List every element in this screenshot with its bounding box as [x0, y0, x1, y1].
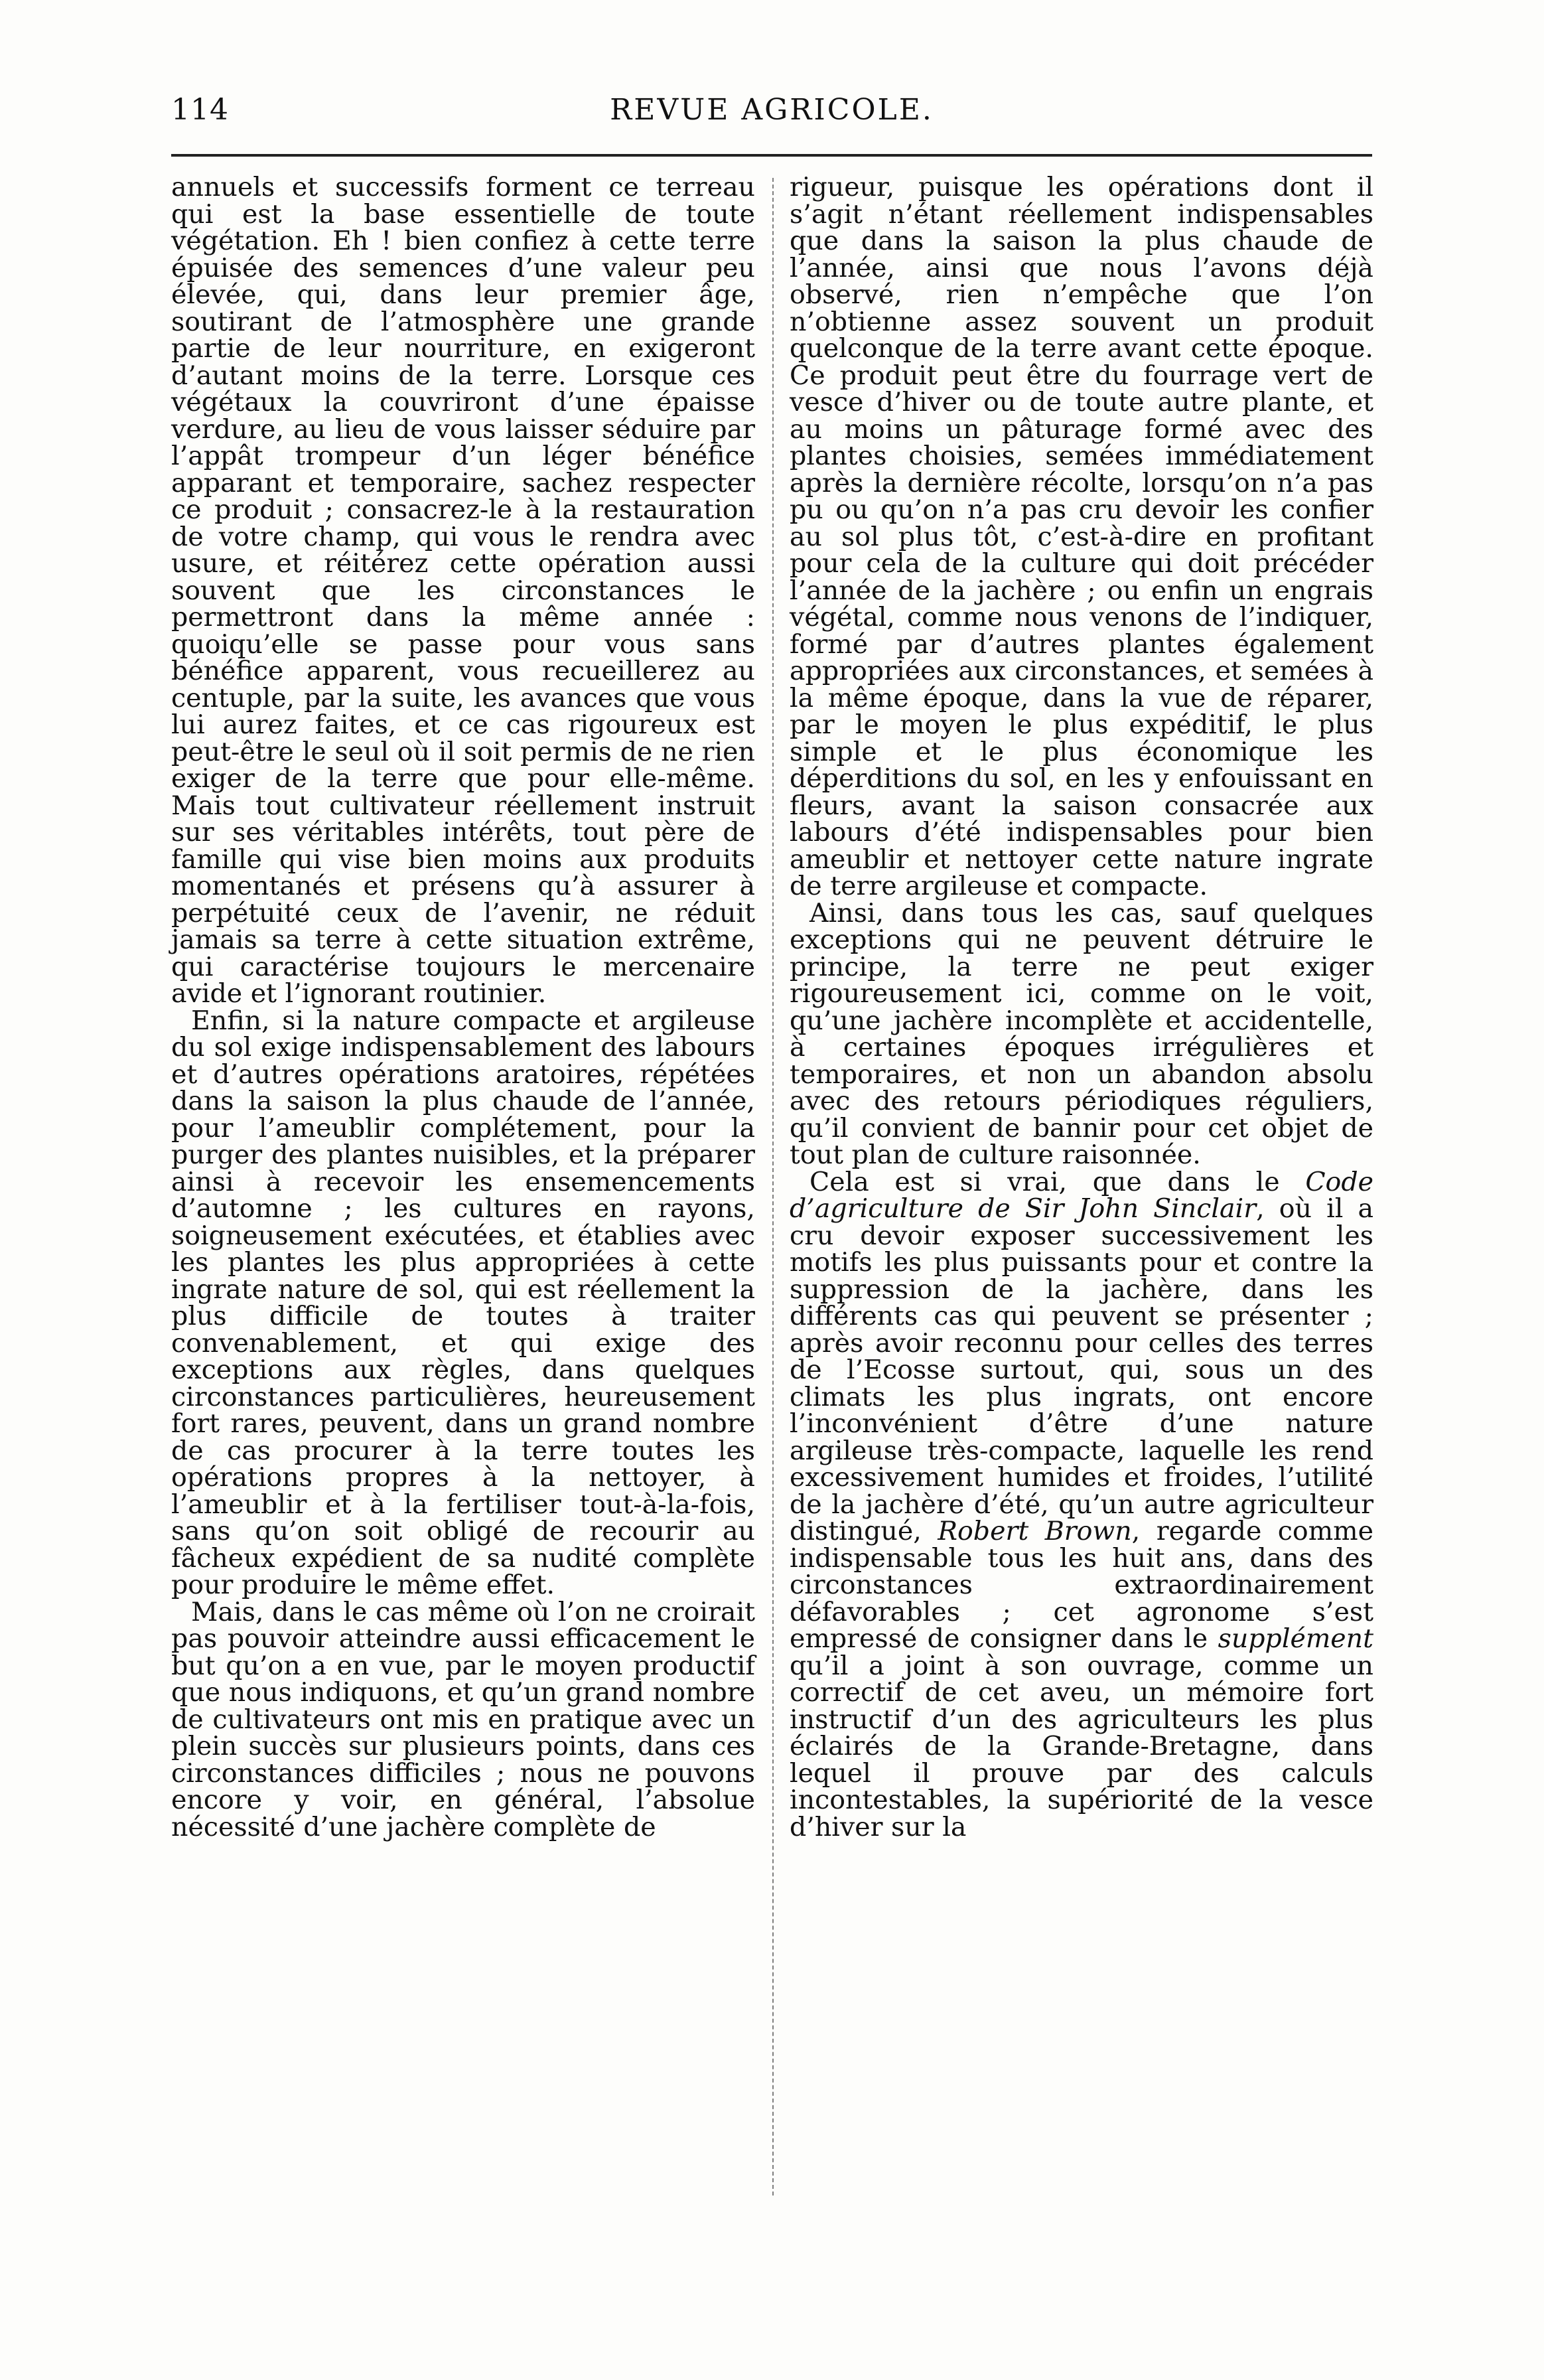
right-paragraph-3: [790, 1166, 1374, 1842]
left-paragraph-3: Mais, dans le cas même où l’on ne croirait pas pouvoir atteindre aussi efficacement le but qu’on a en vue, par le moyen productif que nous indiquons, et qu’un grand nombre de cultivateurs ont mis en pratique avec un plein succès sur plusieurs points, dans ces circonstances difficiles ; nous ne pouvons encore y voir, en général, l’absolue nécessité d’une jachère complète de: [171, 1596, 755, 1842]
right-paragraph-3-text-c: , regarde comme indispensable tous les huit ans, dans des circonstances extraordinairement défavorables ; cet agronome s’est empressé de consigner dans le: [790, 1516, 1374, 1654]
right-paragraph-3-text-b: , où il a cru devoir exposer successivement les motifs les plus puissants pour et contre la suppression de la jachère, dans les différents cas qui peuvent se présenter ; après avoir reconnu pour celles des terres de l’Ecosse surtout, qui, sous un des climats les plus ingrats, ont encore l’inconvénient d’être d’une nature argileuse très-compacte, laquelle les rend excessivement humides et froides, l’utilité de la jachère d’été, qu’un autre agriculteur distingué,: [790, 1193, 1373, 1546]
author-name: Robert Brown: [938, 1516, 1132, 1546]
page-number: 114: [171, 93, 229, 127]
right-paragraph-2: Ainsi, dans tous les cas, sauf quelques exceptions qui ne peuvent détruire le principe, la terre ne peut exiger rigoureusement ici, comme on le voit, qu’une jachère incomplète et accidentelle, à certaines époques irrégulières et temporaires, et non un abandon absolu avec des retours périodiques réguliers, qu’il convient de bannir pour cet objet de tout plan de culture raisonnée.: [790, 897, 1373, 1170]
page-header: [171, 93, 1372, 139]
right-column: [790, 174, 1373, 1840]
column-divider: [772, 178, 774, 2195]
right-paragraph-3-text-d: qu’il a joint à son ouvrage, comme un correctif de cet aveu, un mémoire fort instructif d’un des agriculteurs les plus éclairés de la Grande-Bretagne, dans lequel il prouve par des calculs incontestables, la supériorité de la vesce d’hiver sur la: [790, 1650, 1373, 1842]
left-paragraph-2: Enfin, si la nature compacte et argileuse du sol exige indispensablement des labours et d’autres opérations aratoires, répétées dans la saison la plus chaude de l’année, pour l’ameublir complétement, pour la purger des plantes nuisibles, et la préparer ainsi à recevoir les ensemencements d’automne ; les cultures en rayons, soigneusement exécutées, et établies avec les plantes les plus appropriées à cette ingrate nature de sol, qui est réellement la plus difficile de toutes à traiter convenablement, et qui exige des exceptions aux règles, dans quelques circonstances particulières, heureusement fort rares, peuvent, dans un grand nombre de cas procurer à la terre toutes les opérations propres à la nettoyer, à l’ameublir et à la fertiliser tout-à-la-fois, sans qu’on soit obligé de recourir au fâcheux expédient de sa nudité complète pour produire le même effet.: [171, 1005, 755, 1600]
running-title: REVUE AGRICOLE.: [610, 93, 934, 127]
header-rule: [171, 154, 1372, 157]
right-paragraph-1: rigueur, puisque les opérations dont il s’agit n’étant réellement indispensables que dans la saison la plus chaude de l’année, ainsi que nous l’avons déjà observé, rien n’empêche que l’on n’obtienne assez souvent un produit quelconque de la terre avant cette époque. Ce produit peut être du fourrage vert de vesce d’hiver ou de toute autre plante, et au moins un pâturage formé avec des plantes choisies, semées immédiatement après la dernière récolte, lorsqu’on n’a pas pu ou qu’on n’a pas cru devoir les confier au sol plus tôt, c’est-à-dire en profitant pour cela de la culture qui doit précéder l’année de la jachère ; ou enfin un engrais végétal, comme nous venons de l’indiquer, formé par d’autres plantes également appropriées aux circonstances, et semées à la même époque, dans la vue de réparer, par le moyen le plus expéditif, le plus simple et le plus économique les déperditions du sol, en les y enfouissant en fleurs, avant la saison consacrée aux labours d’été indispensables pour bien ameublir et nettoyer cette nature ingrate de terre argileuse et compacte.: [790, 172, 1373, 901]
supplement-word: supplément: [1218, 1623, 1373, 1654]
right-paragraph-3-text-a: Cela est si vrai, que dans le: [809, 1166, 1306, 1197]
left-paragraph-1: annuels et successifs forment ce terreau qui est la base essentielle de toute végétation. Eh ! bien confiez à cette terre épuisée des semences d’une valeur peu élevée, qui, dans leur premier âge, soutirant de l’atmosphère une grande partie de leur nourriture, en exigeront d’autant moins de la terre. Lorsque ces végétaux la couvriront d’une épaisse verdure, au lieu de vous laisser séduire par l’appât trompeur d’un léger bénéfice apparant et temporaire, sachez respecter ce produit ; consacrez-le à la restauration de votre champ, qui vous le rendra avec usure, et réitérez cette opération aussi souvent que les circonstances le permettront dans la même année : quoiqu’elle se passe pour vous sans bénéfice apparent, vous recueillerez au centuple, par la suite, les avances que vous lui aurez faites, et ce cas rigoureux est peut-être le seul où il soit permis de ne rien exiger de la terre que pour elle-même. Mais tout cultivateur réellement instruit sur ses véritables intérêts, tout père de famille qui vise bien moins aux produits momentanés et présens qu’à assurer à perpétuité ceux de l’avenir, ne réduit jamais sa terre à cette situation extrême, qui caractérise toujours le mercenaire avide et l’ignorant routinier.: [171, 172, 755, 1009]
left-column: [171, 174, 755, 1840]
book-title: Code d’agriculture de Sir John Sinclair: [790, 1166, 1373, 1224]
